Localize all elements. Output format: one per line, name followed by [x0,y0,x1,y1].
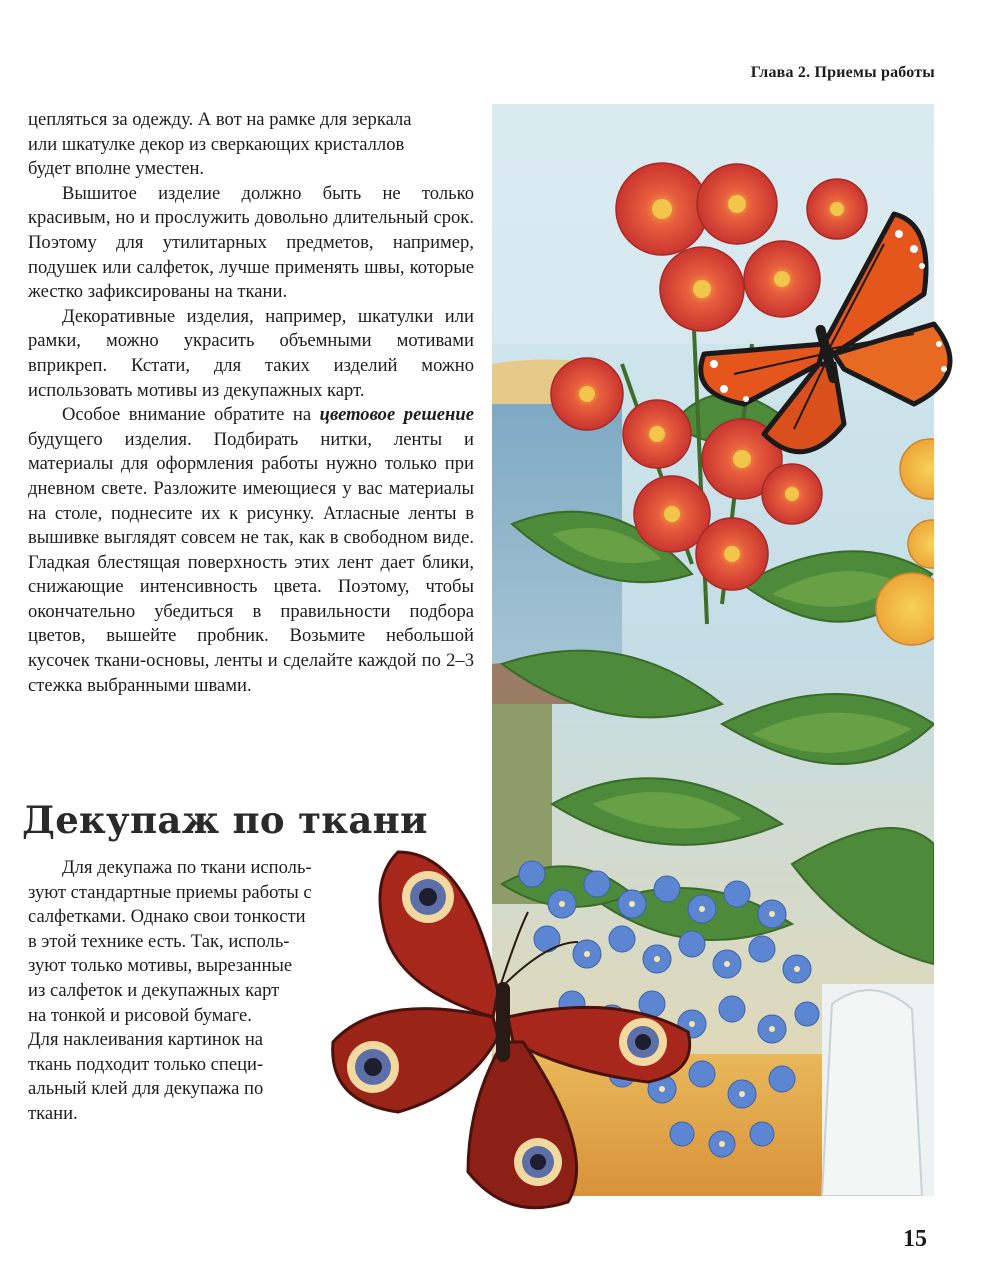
paragraph-color-rest: будущего изделия. Подбирать нитки, ленты и материалы для оформления работы нужно только при дневном свете. Разложите имеющиеся у вас материалы на столе, поднесите их к рисунку. Атласные ленты в вышивке выглядят совсем не так, как в свободном виде. Гладкая блестящая поверхность этих лент дает блики, снижающие интенсивность цвета. Поэтому, чтобы окончательно убедиться в правильности подбора цветов, вышейте пробник. Возьмите небольшой кусочек ткани-основы, ленты и сделайте каждой по 2–3 стежка выбранными швами. [28,428,474,696]
section-line: Для декупажа по ткани исполь- [62,857,312,878]
page-number: 15 [903,1226,927,1252]
section-title: Декупаж по ткани [22,798,428,842]
section-line: в этой технике есть. Так, исполь- [28,930,290,952]
section-line: зуют только мотивы, вырезанные [28,955,293,977]
section-line: ткань подходит только специ- [28,1053,264,1075]
term-color-solution: цветовое решение [319,404,474,426]
monarch-butterfly [684,204,964,484]
paragraph-color-start: Особое внимание обратите на [62,404,320,426]
text-line: цепляться за одежду. А вот на рамке для зеркала [28,109,412,130]
peacock-butterfly [318,842,708,1222]
section-line: ткани. [28,1102,78,1124]
text-line: будет вполне уместен. [28,158,205,180]
section-line: Для наклеивания картинок на [28,1029,264,1051]
section-text [28,856,358,1127]
section-line: из салфеток и декупажных карт [28,979,280,1001]
section-line: салфетками. Однако свои тонкости [28,906,306,928]
paragraph-color [28,403,474,698]
running-head: Глава 2. Приемы работы [750,64,935,81]
body-text [28,108,474,698]
section-line: зуют стандартные приемы работы с [28,881,312,903]
text-line: или шкатулке декор из сверкающих кристаллов [28,133,405,155]
section-line: альный клей для декупажа по [28,1078,264,1100]
paragraph-durability: Вышитое изделие должно быть не только красивым, но и прослужить довольно длительный срок. Поэтому для утилитарных предметов, например, подушек или салфеток, лучше применять швы, которые жестко зафиксированы на ткани. [28,182,474,303]
section-line: на тонкой и рисовой бумаге. [28,1004,252,1026]
paragraph-decor: Декоративные изделия, например, шкатулки или рамки, можно украсить объемными мотивами вприкреп. Кстати, для таких изделий можно использовать мотивы из декупажных карт. [28,305,474,401]
